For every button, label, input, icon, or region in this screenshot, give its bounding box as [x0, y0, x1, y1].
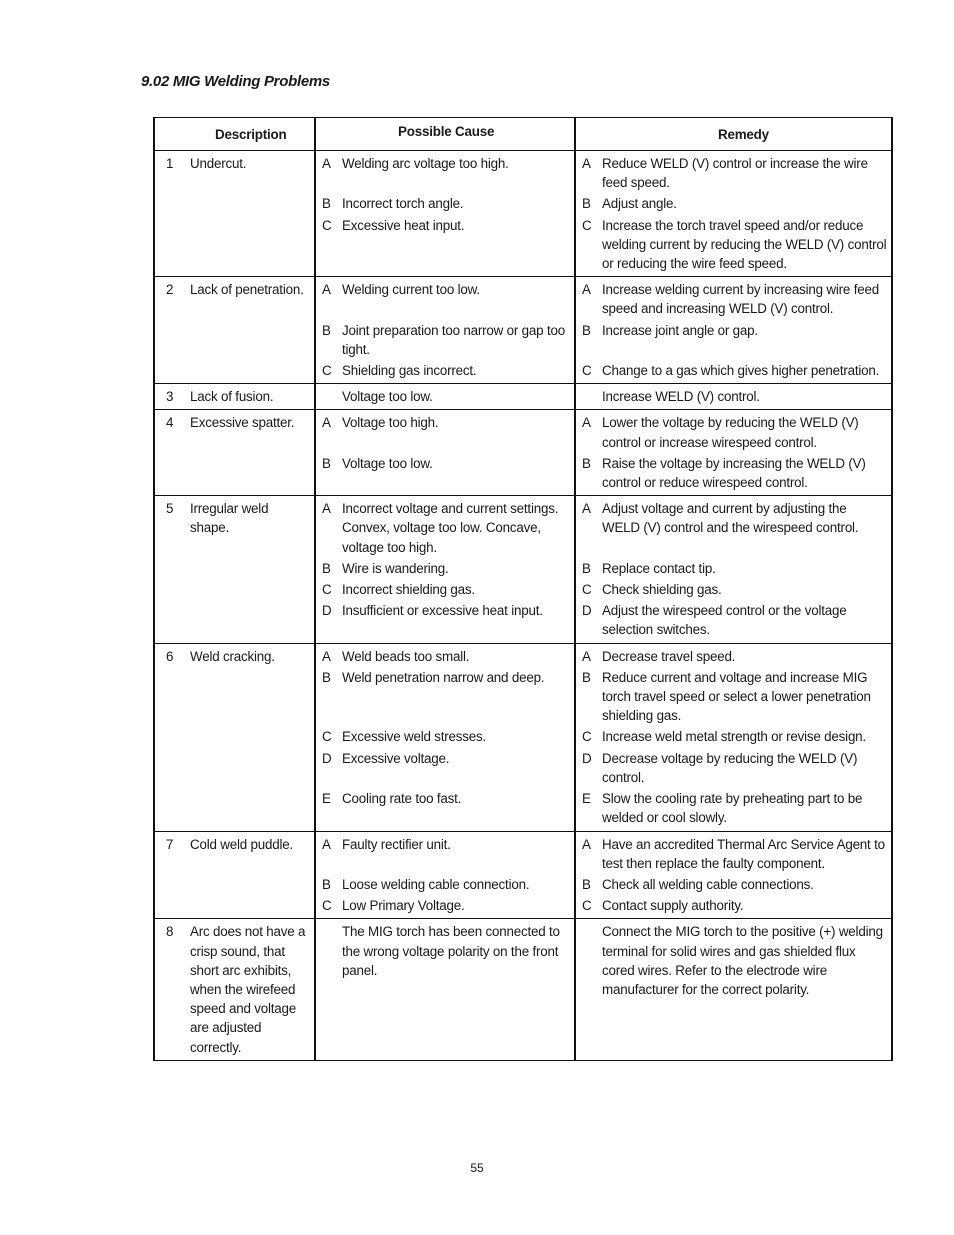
item-letter: A — [582, 501, 591, 517]
description-cell — [154, 919, 315, 1060]
item-text: Contact supply authority. — [602, 898, 744, 914]
item-letter: A — [582, 836, 591, 852]
item-text: Adjust angle. — [602, 196, 677, 212]
cause-item — [322, 454, 570, 492]
item-letter: C — [322, 729, 332, 745]
item-text: Decrease travel speed. — [602, 648, 736, 664]
cause-item — [322, 789, 570, 827]
item-letter: B — [322, 322, 331, 338]
remedy-item — [582, 361, 887, 380]
item-text: Check shielding gas. — [602, 582, 722, 598]
description-cell — [154, 496, 315, 643]
remedy-item — [582, 216, 887, 274]
item-letter: A — [582, 648, 591, 664]
possible-cause-cell — [315, 151, 575, 277]
item-letter: B — [322, 876, 331, 892]
header-remedy: Remedy — [575, 118, 892, 151]
table-row — [154, 643, 892, 831]
item-text: Insufficient or excessive heat input. — [342, 603, 543, 619]
description-cell — [154, 410, 315, 496]
remedy-item — [582, 387, 887, 406]
problem-number: 1 — [166, 156, 174, 171]
item-letter: C — [322, 582, 332, 598]
possible-cause-cell — [315, 919, 575, 1060]
item-letter: C — [322, 363, 332, 379]
item-text: Joint preparation too narrow or gap too tight. — [342, 322, 565, 357]
item-text: Adjust the wirespeed control or the voltage selection switches. — [602, 603, 847, 638]
item-text: Increase welding current by increasing wire feed speed and increasing WELD (V) control. — [602, 282, 879, 317]
item-letter: C — [582, 363, 592, 379]
item-letter: B — [582, 196, 591, 212]
item-letter: A — [322, 156, 331, 171]
cause-item — [322, 387, 570, 406]
item-text: Replace contact tip. — [602, 560, 716, 576]
description-cell — [154, 643, 315, 831]
cause-item — [322, 601, 570, 639]
remedy-item — [582, 499, 887, 557]
problem-description: Cold weld puddle. — [190, 836, 294, 852]
possible-cause-cell — [315, 643, 575, 831]
remedy-item — [582, 280, 887, 318]
item-letter: E — [322, 791, 331, 807]
item-letter: C — [582, 217, 592, 233]
cause-item — [322, 194, 570, 213]
item-text: Loose welding cable connection. — [342, 876, 530, 892]
remedy-cell — [575, 831, 892, 919]
item-text: Have an accredited Thermal Arc Service Agent to test then replace the faulty component. — [602, 836, 885, 871]
item-text: The MIG torch has been connected to the wrong voltage polarity on the front panel. — [342, 924, 560, 978]
item-text: Excessive voltage. — [342, 750, 450, 766]
page-number: 55 — [470, 1161, 484, 1175]
table-row — [154, 496, 892, 643]
cause-item — [322, 647, 570, 666]
item-text: Slow the cooling rate by preheating part to be welded or cool slowly. — [602, 791, 863, 826]
item-letter: D — [322, 750, 332, 766]
item-text: Weld penetration narrow and deep. — [342, 669, 545, 685]
remedy-item — [582, 727, 887, 746]
item-letter: B — [322, 455, 331, 471]
remedy-item — [582, 321, 887, 359]
item-text: Incorrect shielding gas. — [342, 582, 475, 598]
remedy-cell — [575, 384, 892, 410]
item-text: Voltage too low. — [342, 455, 433, 471]
troubleshooting-table — [153, 117, 893, 1061]
possible-cause-cell — [315, 384, 575, 410]
problem-number: 6 — [166, 648, 174, 664]
remedy-item — [582, 789, 887, 827]
item-text: Reduce current and voltage and increase MIG torch travel speed or select a lower penetration shielding gas. — [602, 669, 871, 724]
possible-cause-cell — [315, 410, 575, 496]
problem-description: Arc does not have a crisp sound, that short arc exhibits, when the wirefeed speed and voltage are adjusted correctly. — [190, 924, 306, 1055]
item-letter: B — [322, 196, 331, 212]
item-letter: D — [582, 750, 592, 766]
problem-number: 3 — [166, 389, 174, 405]
cause-item — [322, 280, 570, 318]
remedy-item — [582, 559, 887, 578]
possible-cause-cell — [315, 831, 575, 919]
item-text: Increase weld metal strength or revise design. — [602, 729, 866, 745]
cause-item — [322, 835, 570, 873]
item-letter: D — [582, 603, 592, 619]
possible-cause-cell — [315, 496, 575, 643]
item-letter: A — [582, 282, 591, 298]
item-text: Change to a gas which gives higher penetration. — [602, 363, 880, 379]
remedy-cell — [575, 151, 892, 277]
table-row — [154, 384, 892, 410]
item-text: Increase joint angle or gap. — [602, 322, 758, 338]
remedy-cell — [575, 410, 892, 496]
item-letter: A — [582, 415, 591, 431]
remedy-item — [582, 154, 887, 192]
remedy-cell — [575, 496, 892, 643]
item-text: Low Primary Voltage. — [342, 898, 465, 914]
item-letter: B — [582, 560, 591, 576]
cause-item — [322, 559, 570, 578]
item-text: Faulty rectifier unit. — [342, 836, 451, 852]
remedy-item — [582, 922, 887, 999]
item-text: Increase WELD (V) control. — [602, 389, 760, 405]
description-cell — [154, 151, 315, 277]
item-letter: D — [322, 603, 332, 619]
remedy-item — [582, 835, 887, 873]
cause-item — [322, 216, 570, 274]
cause-item — [322, 321, 570, 359]
item-text: Cooling rate too fast. — [342, 791, 462, 807]
item-text: Weld beads too small. — [342, 648, 470, 664]
problem-description: Lack of fusion. — [190, 389, 274, 405]
item-text: Incorrect voltage and current settings. Convex, voltage too low. Concave, voltage too high. — [342, 501, 559, 555]
remedy-cell — [575, 643, 892, 831]
problem-description: Excessive spatter. — [190, 415, 295, 431]
item-text: Increase the torch travel speed and/or reduce welding current by reducing the WELD (V) control or reducing the wire feed speed. — [602, 217, 887, 272]
remedy-item — [582, 413, 887, 451]
problem-number: 8 — [166, 924, 174, 940]
item-text: Excessive weld stresses. — [342, 729, 487, 745]
item-text: Excessive heat input. — [342, 217, 465, 233]
remedy-item — [582, 194, 887, 213]
description-cell — [154, 277, 315, 384]
table-row — [154, 831, 892, 919]
possible-cause-cell — [315, 277, 575, 384]
remedy-item — [582, 749, 887, 787]
item-text: Welding arc voltage too high. — [342, 156, 509, 171]
cause-item — [322, 896, 570, 915]
item-letter: A — [582, 156, 591, 171]
item-text: Check all welding cable connections. — [602, 876, 814, 892]
description-cell — [154, 384, 315, 410]
item-letter: A — [322, 648, 331, 664]
cause-item — [322, 668, 570, 726]
remedy-item — [582, 647, 887, 666]
item-letter: B — [582, 876, 591, 892]
remedy-item — [582, 454, 887, 492]
item-text: Wire is wandering. — [342, 560, 449, 576]
problem-description: Weld cracking. — [190, 648, 275, 664]
section-title: 9.02 MIG Welding Problems — [141, 73, 330, 90]
description-cell — [154, 831, 315, 919]
problem-number: 7 — [166, 836, 174, 852]
item-text: Connect the MIG torch to the positive (+) welding terminal for solid wires and gas shielded flux cored wires. Refer to the electrode wire manufacturer for the correct polarity. — [602, 924, 883, 997]
problem-description: Irregular weld shape. — [190, 501, 269, 536]
cause-item — [322, 727, 570, 746]
item-letter: C — [582, 729, 592, 745]
problem-number: 2 — [166, 282, 174, 298]
item-letter: C — [322, 898, 332, 914]
problem-number: 4 — [166, 415, 174, 431]
item-letter: A — [322, 282, 331, 298]
remedy-item — [582, 601, 887, 639]
item-text: Reduce WELD (V) control or increase the wire feed speed. — [602, 156, 868, 191]
table-header-row — [154, 118, 892, 151]
cause-item — [322, 413, 570, 451]
table-row — [154, 410, 892, 496]
item-letter: B — [322, 560, 331, 576]
problem-description: Undercut. — [190, 156, 247, 171]
item-text: Incorrect torch angle. — [342, 196, 464, 212]
cause-item — [322, 922, 570, 999]
item-letter: B — [322, 669, 331, 685]
cause-item — [322, 499, 570, 557]
item-text: Voltage too low. — [342, 389, 433, 405]
cause-item — [322, 361, 570, 380]
item-letter: B — [582, 669, 591, 685]
problem-number: 5 — [166, 501, 174, 517]
table-body — [154, 151, 892, 1061]
item-letter: B — [582, 455, 591, 471]
header-description: Description — [154, 118, 315, 151]
item-text: Voltage too high. — [342, 415, 439, 431]
remedy-item — [582, 875, 887, 894]
item-letter: C — [582, 582, 592, 598]
item-letter: B — [582, 322, 591, 338]
item-letter: C — [582, 898, 592, 914]
remedy-item — [582, 580, 887, 599]
item-text: Decrease voltage by reducing the WELD (V) control. — [602, 750, 858, 785]
item-text: Welding current too low. — [342, 282, 480, 298]
item-text: Shielding gas incorrect. — [342, 363, 477, 379]
table-row — [154, 919, 892, 1060]
remedy-cell — [575, 919, 892, 1060]
item-letter: A — [322, 501, 331, 517]
header-possible-cause: Possible Cause — [315, 118, 575, 151]
cause-item — [322, 580, 570, 599]
item-text: Adjust voltage and current by adjusting the WELD (V) control and the wirespeed control. — [602, 501, 859, 536]
item-letter: A — [322, 836, 331, 852]
cause-item — [322, 154, 570, 192]
problem-description: Lack of penetration. — [190, 282, 304, 298]
item-letter: E — [582, 791, 591, 807]
item-letter: C — [322, 217, 332, 233]
cause-item — [322, 749, 570, 787]
table-row — [154, 277, 892, 384]
remedy-item — [582, 668, 887, 726]
item-text: Raise the voltage by increasing the WELD (V) control or reduce wirespeed control. — [602, 455, 866, 491]
cause-item — [322, 875, 570, 894]
remedy-cell — [575, 277, 892, 384]
item-letter: A — [322, 415, 331, 431]
remedy-item — [582, 896, 887, 915]
item-text: Lower the voltage by reducing the WELD (V) control or increase wirespeed control. — [602, 415, 859, 450]
table-row — [154, 151, 892, 277]
